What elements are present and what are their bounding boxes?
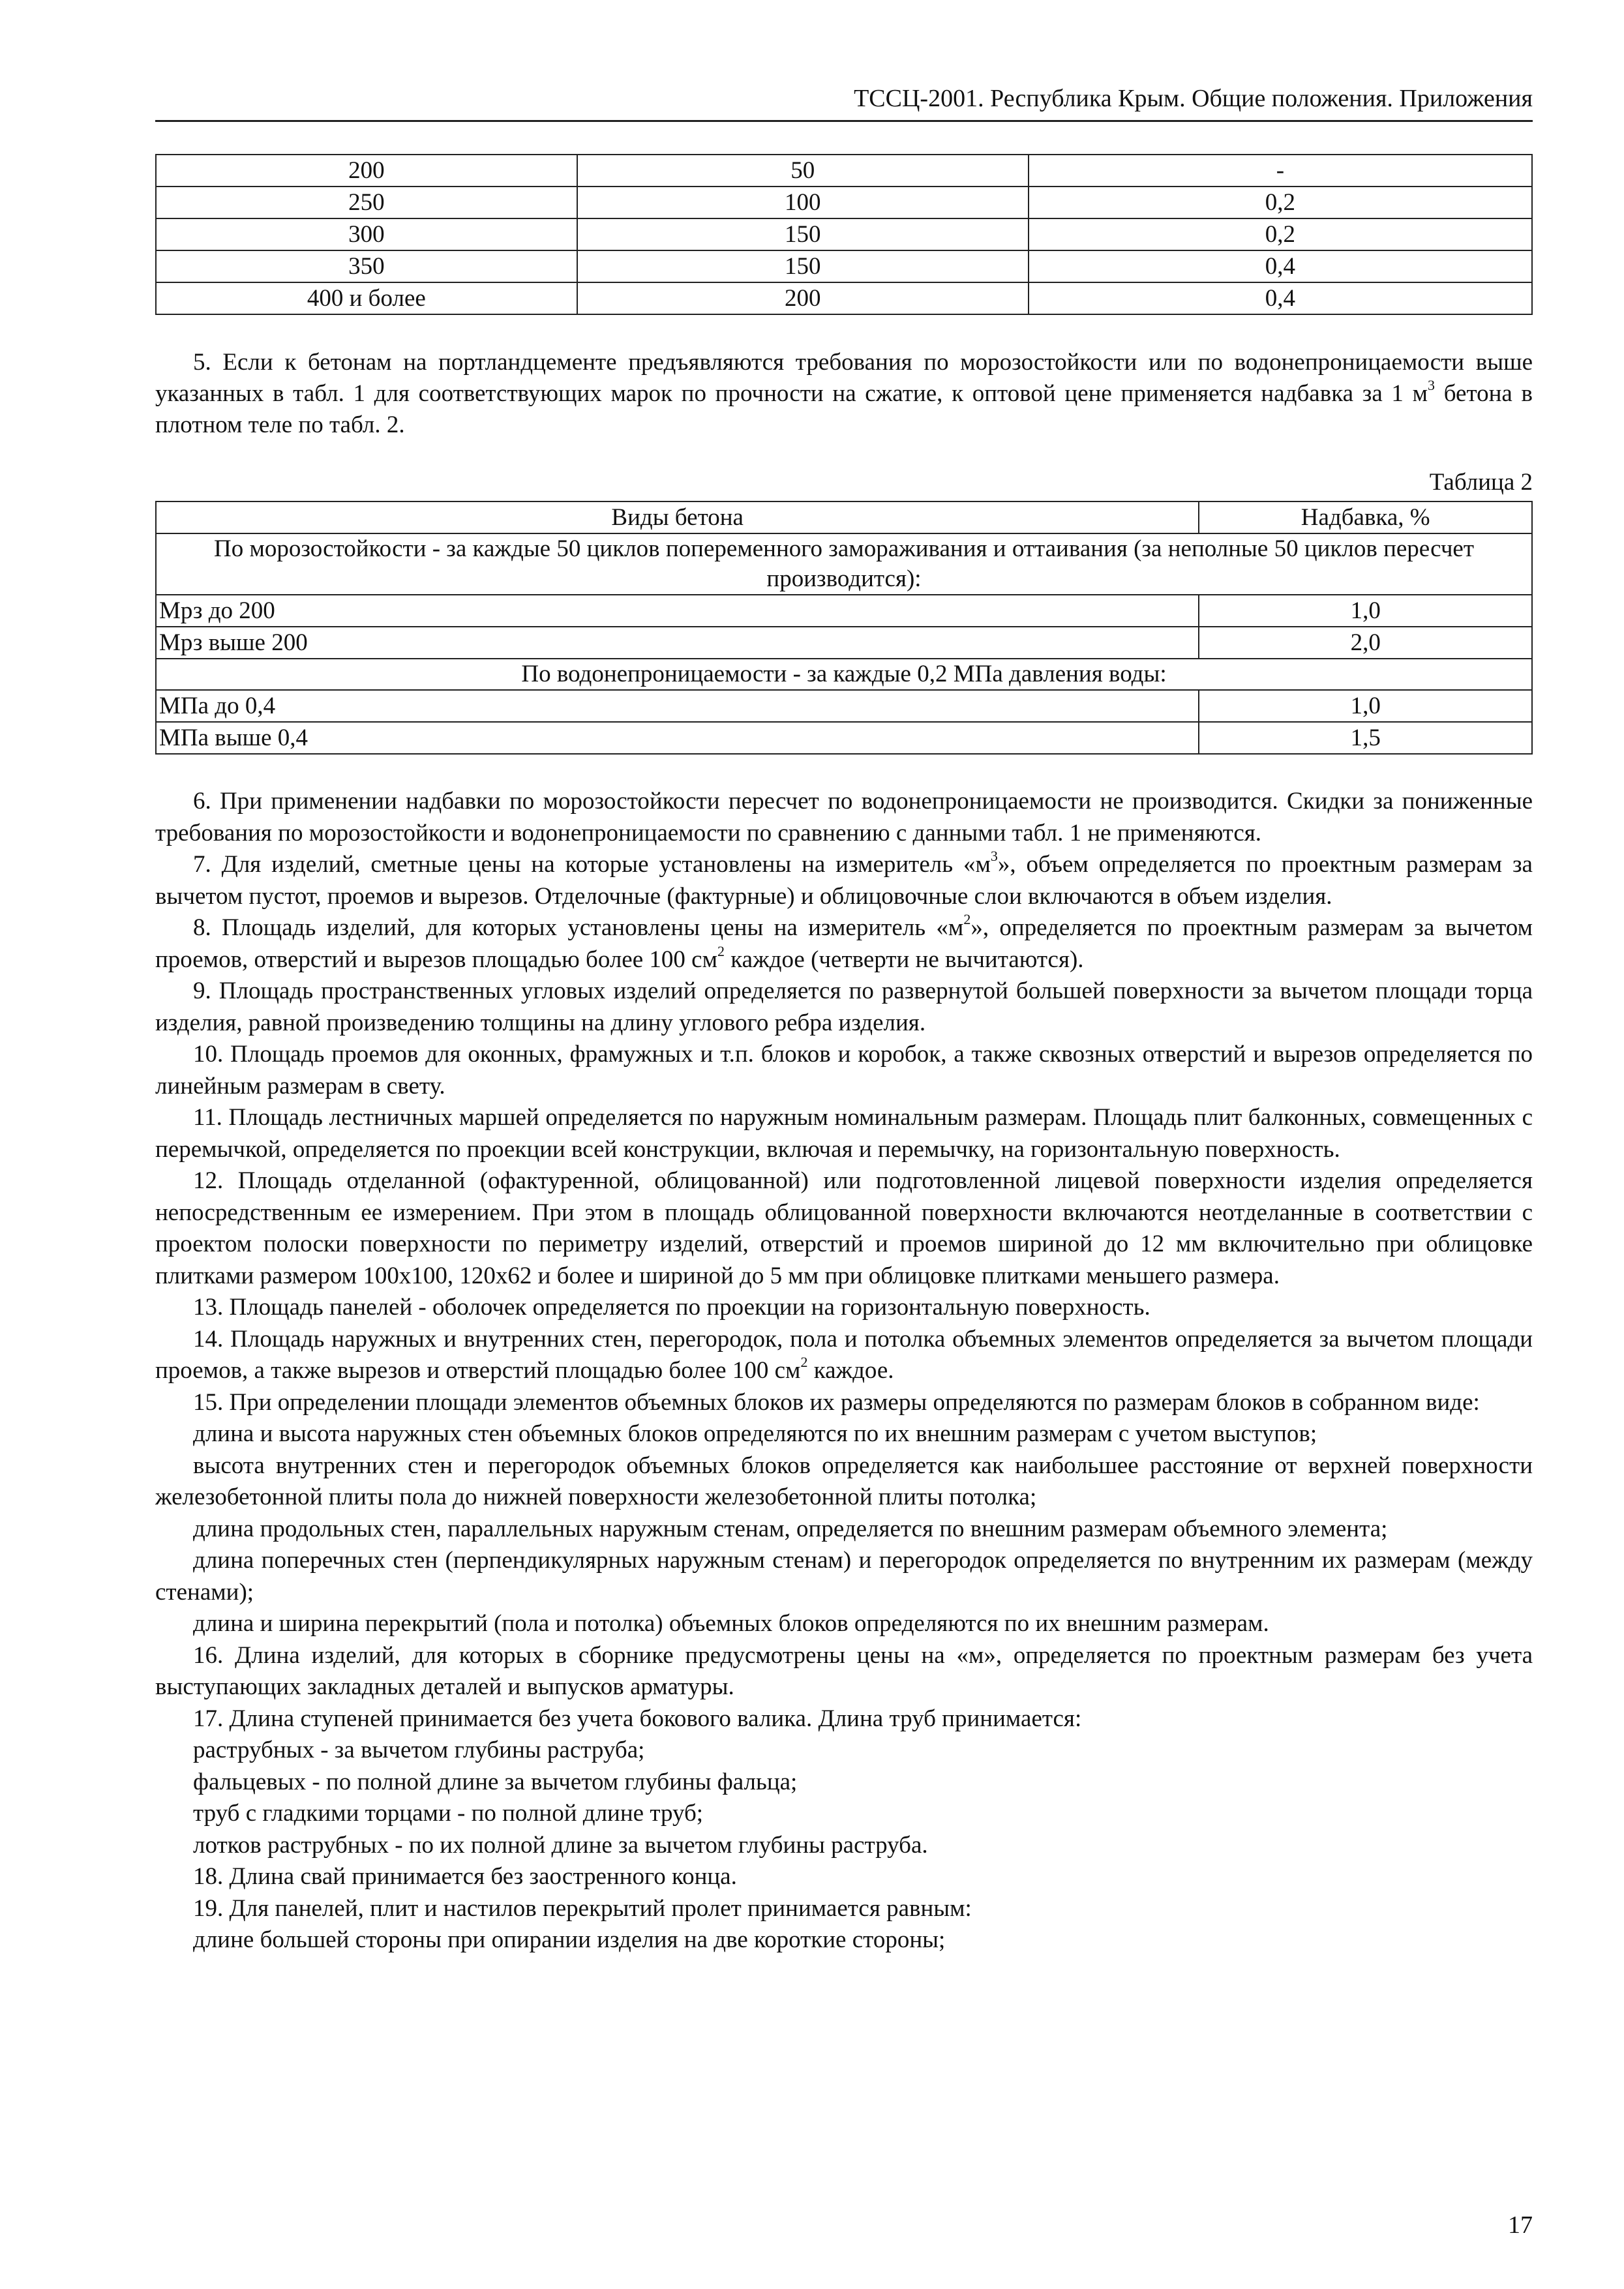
paragraph-15-item: длина продольных стен, параллельных наружным стенам, определяется по внешним размерам объемного элемента; [193, 1515, 1388, 1542]
table-section-row [156, 533, 1532, 595]
table-header-row [156, 501, 1532, 533]
column-header: Виды бетона [156, 501, 1199, 533]
table-2-caption: Таблица 2 [1429, 469, 1533, 496]
paragraph-14: 14. Площадь наружных и внутренних стен, перегородок, пола и потолка объемных элементов определяется за вычетом площади проемов, а также вырезов и отверстий площадью более 100 $см^2$ каждое. [155, 1325, 1533, 1384]
paragraph-12: 12. Площадь отделанной (офактуренной, облицованной) или подготовленной лицевой поверхности изделия определяется непосредственным ее измерением. При этом в площадь облицованной поверхности включаются неотделанные в соответствии с проектом полоски поверхности по периметру изделий, отверстий и проемов шириной до 12 мм включительно при облицовке плитками размером 100х100, 120х62 и более и шириной до 5 мм при облицовке плитками меньшего размера. [155, 1167, 1533, 1289]
table-cell: 200 [577, 282, 1029, 314]
table-cell: - [1029, 155, 1532, 187]
paragraph-18: 18. Длина свай принимается без заостренного конца. [193, 1863, 737, 1890]
table-cell: 200 [156, 155, 577, 187]
page-number: 17 [1508, 2211, 1533, 2239]
table-cell: 350 [156, 250, 577, 282]
paragraph-19: 19. Для панелей, плит и настилов перекрытий пролет принимается равным: [193, 1894, 972, 1922]
paragraph-15-item: длина поперечных стен (перпендикулярных наружным стенам) и перегородок определяется по внутренним их размерам (между стенами); [155, 1547, 1533, 1606]
paragraph-16: 16. Длина изделий, для которых в сборнике предусмотрены цены на «м», определяется по проектным размерам без учета выступающих закладных деталей и выпусков арматуры. [155, 1641, 1533, 1700]
table-cell: 100 [577, 187, 1029, 218]
table-row [156, 155, 1532, 187]
table-cell: МПа выше 0,4 [156, 722, 1199, 754]
table-cell: 400 и более [156, 282, 577, 314]
running-header: ТССЦ-2001. Республика Крым. Общие положения. Приложения [155, 77, 1533, 122]
paragraph-15: 15. При определении площади элементов объемных блоков их размеры определяются по размерам блоков в собранном виде: [193, 1388, 1480, 1416]
table-cell: 0,4 [1029, 282, 1532, 314]
paragraph-15-item: длина и высота наружных стен объемных блоков определяются по их внешним размерам с учетом выступов; [193, 1420, 1317, 1447]
paragraph-15-item: длина и ширина перекрытий (пола и потолка) объемных блоков определяются по их внешним размерам. [193, 1610, 1269, 1637]
table-row [156, 627, 1532, 659]
paragraph-15-item: высота внутренних стен и перегородок объемных блоков определяется как наибольшее расстояние от верхней поверхности железобетонной плиты пола до нижней поверхности железобетонной плиты потолка; [155, 1452, 1533, 1510]
table-cell: 1,5 [1199, 722, 1532, 754]
table-row [156, 187, 1532, 218]
table-cell: 0,2 [1029, 218, 1532, 250]
section-heading: По водонепроницаемости - за каждые 0,2 МПа давления воды: [156, 659, 1532, 690]
table-cell: МПа до 0,4 [156, 690, 1199, 722]
paragraph-17-item: труб с гладкими торцами - по полной длине труб; [193, 1800, 704, 1827]
table-cell: 150 [577, 218, 1029, 250]
table-2 [155, 501, 1533, 755]
table-cell: 1,0 [1199, 690, 1532, 722]
body-text [155, 786, 1533, 1956]
paragraph-7: 7. Для изделий, сметные цены на которые установлены на измеритель «$м^3$», объем определяется по проектным размерам за вычетом пустот, проемов и вырезов. Отделочные (фактурные) и облицовочные слои включаются в объем изделия. [155, 848, 1533, 910]
table-row [156, 595, 1532, 627]
table-cell: 2,0 [1199, 627, 1532, 659]
table-cell: Мрз до 200 [156, 595, 1199, 627]
table-1-continuation [155, 154, 1533, 315]
table-row [156, 722, 1532, 754]
table-cell: 300 [156, 218, 577, 250]
table-cell: 0,4 [1029, 250, 1532, 282]
paragraph-17-item: раструбных - за вычетом глубины раструба; [193, 1737, 645, 1763]
paragraph-5: 5. Если к бетонам на портландцементе предъявляются требования по морозостойкости или по водонепроницаемости выше указанных в табл. 1 для соответствующих марок по прочности на сжатие, к оптовой цене применяется надбавка за 1 $м^3$ бетона в плотном теле по табл. 2. [155, 349, 1533, 438]
paragraph-10: 10. Площадь проемов для оконных, фрамужных и т.п. блоков и коробок, а также сквозных отверстий и вырезов определяется по линейным размерам в свету. [155, 1041, 1533, 1100]
column-header: Надбавка, % [1199, 501, 1532, 533]
table-section-row [156, 659, 1532, 690]
table-cell: 250 [156, 187, 577, 218]
paragraph-13: 13. Площадь панелей - оболочек определяется по проекции на горизонтальную поверхность. [193, 1294, 1150, 1321]
table-cell: 50 [577, 155, 1029, 187]
paragraph-17: 17. Длина ступеней принимается без учета бокового валика. Длина труб принимается: [193, 1705, 1082, 1732]
paragraph-19-item: длине большей стороны при опирании изделия на две короткие стороны; [193, 1926, 946, 1953]
table-cell: 150 [577, 250, 1029, 282]
paragraph-17-item: лотков раструбных - по их полной длине за вычетом глубины раструба. [193, 1831, 928, 1859]
paragraph-8: 8. Площадь изделий, для которых установлены цены на измеритель «$м^2$», определяется по проектным размерам за вычетом проемов, отверстий и вырезов площадью более 100 $см^2$ каждое (четверти не вычитаются). [155, 911, 1533, 973]
table-row [156, 250, 1532, 282]
table-row [156, 282, 1532, 314]
paragraph-6: 6. При применении надбавки по морозостойкости пересчет по водонепроницаемости не производится. Скидки за пониженные требования по морозостойкости и водонепроницаемости по сравнению с данными табл. 1 не применяются. [155, 788, 1533, 846]
section-heading: По морозостойкости - за каждые 50 циклов попеременного замораживания и оттаивания (за неполные 50 циклов пересчет производится): [156, 533, 1532, 595]
table-cell: 0,2 [1029, 187, 1532, 218]
paragraph-9: 9. Площадь пространственных угловых изделий определяется по развернутой большей поверхности за вычетом площади торца изделия, равной произведению толщины на длину углового ребра изделия. [155, 978, 1533, 1036]
table-cell: Мрз выше 200 [156, 627, 1199, 659]
paragraph-17-item: фальцевых - по полной длине за вычетом глубины фальца; [193, 1768, 798, 1795]
table-row [156, 218, 1532, 250]
paragraph-11: 11. Площадь лестничных маршей определяется по наружным номинальным размерам. Площадь плит балконных, совмещенных с перемычкой, определяется по проекции всей конструкции, включая и перемычку, на горизонтальную поверхность. [155, 1104, 1533, 1163]
table-row [156, 690, 1532, 722]
table-cell: 1,0 [1199, 595, 1532, 627]
